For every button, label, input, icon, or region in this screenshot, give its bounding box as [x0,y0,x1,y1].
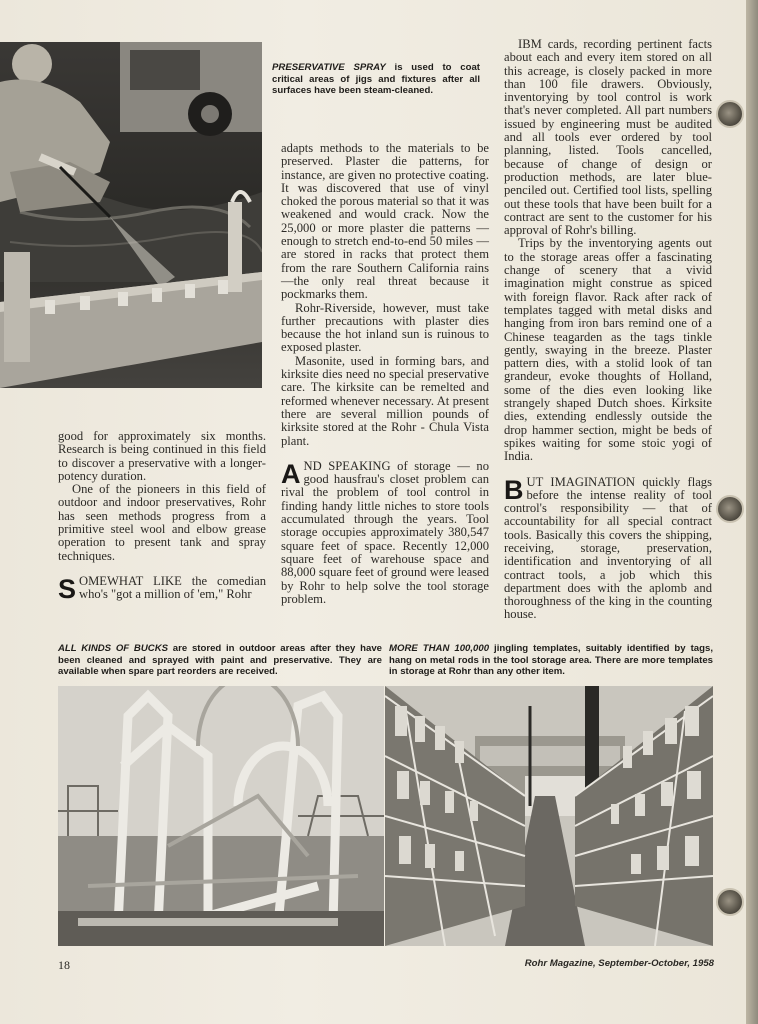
drop-cap: S [58,573,77,604]
article-column-1 [58,430,266,602]
binder-hole [716,888,744,916]
caption-lead: ALL KINDS OF BUCKS [58,643,169,654]
paragraph-dropcap [58,575,266,602]
caption-lead: PRESERVATIVE SPRAY [272,62,386,73]
paragraph-text: ND SPEAKING of storage — no good hausfrau's closet problem can rival the problem of tool control in finding handy little niches to store tools accumulated through the years. Tool storage occupies approximately 380,547 square feet of space. Recently 12,000 square feet of warehouse space and 88,000 square feet of ground were leased by Rohr to help solve the tool storage problem. [281,458,489,606]
caption-lead: MORE THAN 100,000 [389,643,490,654]
paragraph: Masonite, used in forming bars, and kirksite dies need no special preservative care. The kirksite can be remelted and reformed whenever necessary. At present there are several million pounds of kirksite stored at the Rohr - Chula Vista plant. [281,353,489,448]
article-column-3 [504,38,712,622]
caption-body: are stored in outdoor areas after they have been cleaned and sprayed with paint and preservative. They are available when spare part reorders are received. [58,643,382,678]
page-edge [746,0,758,1024]
paragraph-text: OMEWHAT LIKE the comedian who's "got a million of 'em," Rohr [79,573,266,602]
paragraph: One of the pioneers in this field of outdoor and indoor preservatives, Rohr has seen methods progress from a primitive steel wool and elbow grease operation to present tank and spray techniques. [58,482,266,563]
caption-body: is used to coat critical areas of jigs and fixtures after all surfaces have been steam-cleaned. [272,62,480,97]
drop-cap: A [281,458,301,489]
magazine-credit: Rohr Magazine, September-October, 1958 [524,958,714,969]
paragraph: Trips by the inventorying agents out to the storage areas offer a fascinating change of scenery that a vivid imagination might construe as spiced with foreign flavor. Rack after rack of templates tagged with metal disks and hanging from iron bars remind one of a Chinese teagarden as the tags tinkle gently, swaying in the breeze. Plaster pattern dies, with a stolid look of tan grandeur, evoke thoughts of Holland, some of the dies even looking like strangely shaped Dutch shoes. Kirksite dies, extending endlessly outside the drop hammer section, might be beds of spikes waiting for some stoic yogi of India. [504,236,712,464]
photo-bucks [58,686,384,946]
caption-body: jingling templates, suitably identified by tags, hang on metal rods in the tool storage area. There are more templates in storage at Rohr than any other item. [389,643,714,678]
caption-preservative-spray [272,62,480,97]
paragraph-dropcap [504,476,712,622]
caption-bucks [58,643,382,678]
paragraph: good for approximately six months. Research is being continued in this field to discover a preservative with a longer-potency duration. [58,429,266,483]
binder-hole [716,100,744,128]
binder-hole [716,495,744,523]
article-column-2 [281,142,489,606]
photo-templates [385,686,713,946]
page-number: 18 [58,958,70,972]
paragraph-text: UT IMAGINATION quickly flags before the intense reality of tool control's responsibility — that of accountability for all special contract tools. Basically this covers the shipping, receiving, storage, preservation, identification and inventorying of all contract tools, a job which this department does with the aplomb and thoroughness of the king in the counting house. [504,474,712,622]
paragraph-dropcap [281,460,489,606]
photo-preservative-spray [0,42,262,388]
paragraph: IBM cards, recording pertinent facts about each and every item stored on all this acreage, is closely packed in more than 100 file drawers. Obviously, inventorying by tool control is work that's never completed. All part numbers issued by engineering must be audited and all tools ever ordered by tool planning, listed. Tools cancelled, because of change of design or production methods, are later blue-penciled out. Certified tool lists, spelling out these tools that have been built for a contract are sent to the customer for his approval of Rohr's billing. [504,37,712,238]
paragraph: adapts methods to the materials to be preserved. Plaster die patterns, for instance, are given no protective coating. It was discovered that use of vinyl choked the porous material so that it was weakened and would crack. Now the 25,000 or more plaster die patterns —enough to stretch end-to-end 50 miles —are stored in racks that protect them from the rare Southern California rains —the only real threat because it pockmarks them. [281,141,489,302]
paragraph: Rohr-Riverside, however, must take further precautions with plaster dies because the hot inland sun is ruinous to exposed plaster. [281,300,489,355]
caption-templates [389,643,713,678]
drop-cap: B [504,474,524,505]
